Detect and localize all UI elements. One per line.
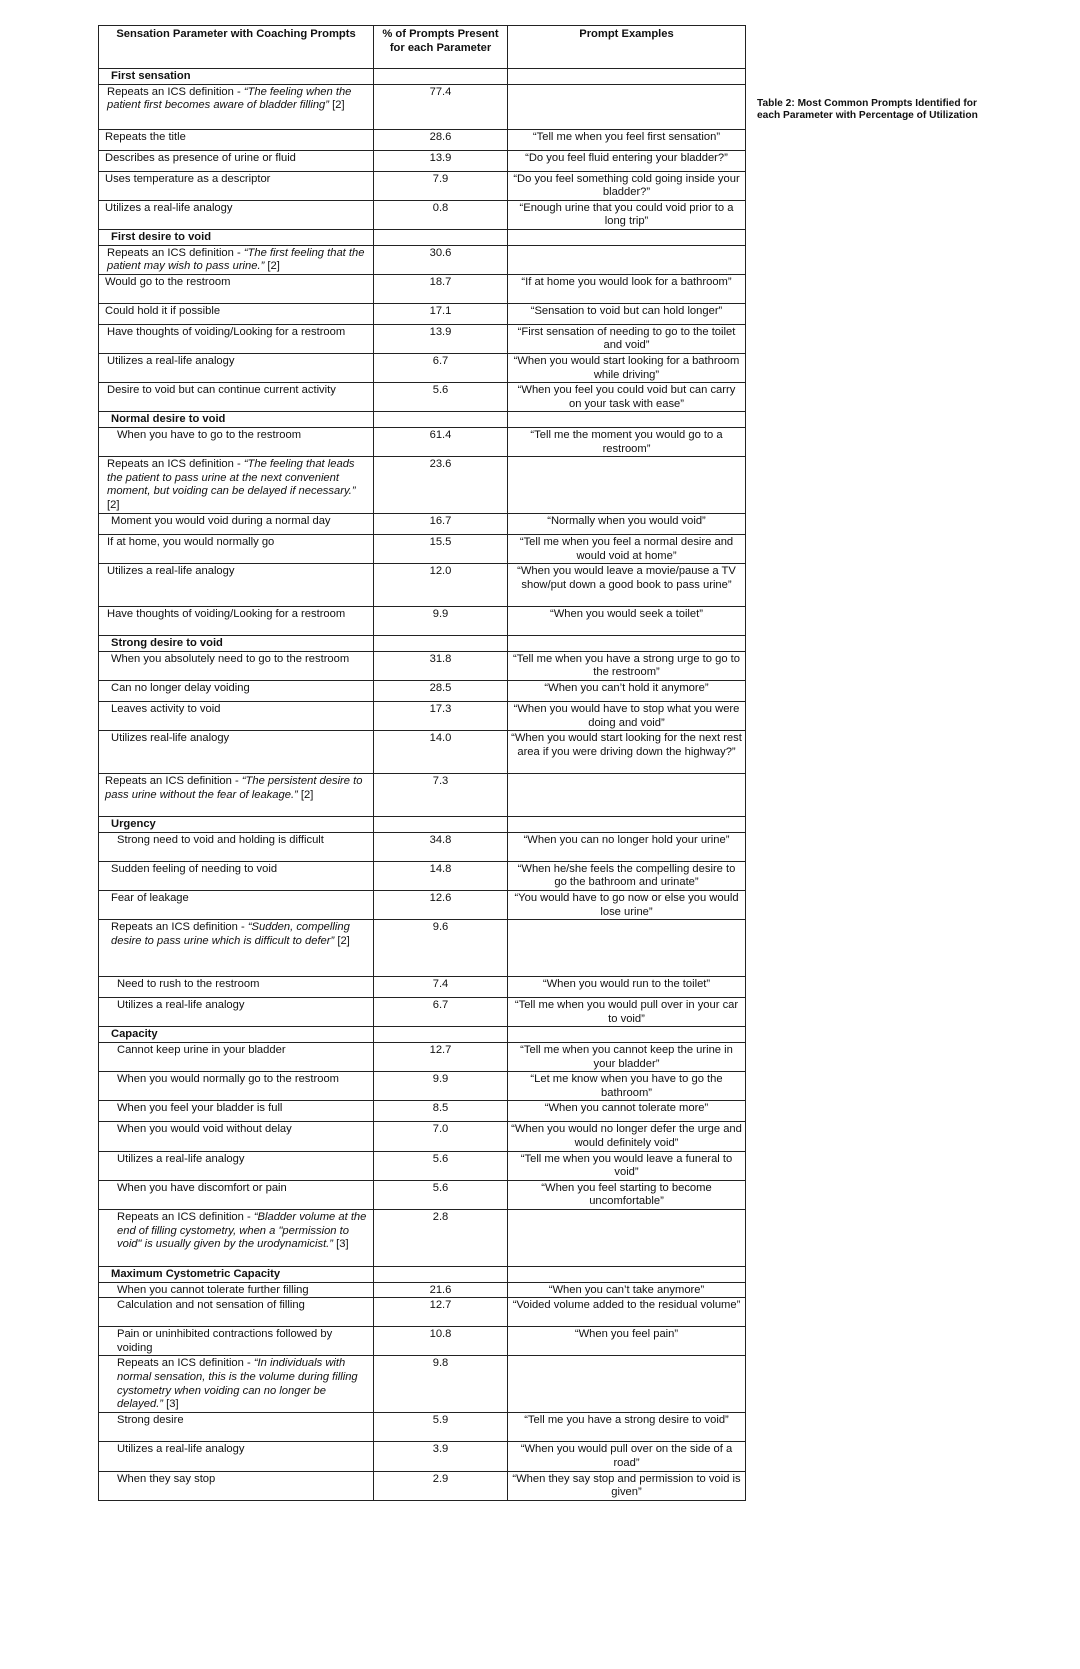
prompt-example-cell: “When you would have to stop what you were doing and void”: [508, 702, 746, 731]
table-row: [99, 1442, 746, 1471]
parameter-cell: [99, 607, 374, 636]
percent-cell: 12.6: [374, 891, 508, 920]
table-row: [99, 1298, 746, 1327]
table-row: [99, 1356, 746, 1413]
prompt-example-cell: “Enough urine that you could void prior to a long trip”: [508, 200, 746, 229]
parameter-cell: [99, 171, 374, 200]
section-row: [99, 817, 746, 833]
parameter-cell: [99, 651, 374, 680]
table-row: [99, 977, 746, 998]
parameter-cell: [99, 535, 374, 564]
table-row: [99, 1282, 746, 1298]
parameter-label: Calculation and not sensation of filling: [117, 1299, 305, 1312]
prompt-example-cell: “Let me know when you have to go the bathroom”: [508, 1072, 746, 1101]
prompt-example-cell: “Voided volume added to the residual volume”: [508, 1298, 746, 1327]
reference-marker: [2]: [329, 99, 345, 112]
percent-cell: 9.9: [374, 607, 508, 636]
percent-cell: 7.0: [374, 1122, 508, 1151]
parameter-cell: [99, 1327, 374, 1356]
parameter-label: Strong desire: [117, 1414, 184, 1427]
parameter-label: Describes as presence of urine or fluid: [105, 151, 296, 164]
parameter-cell: [99, 200, 374, 229]
percent-cell: 16.7: [374, 514, 508, 535]
parameter-label: Moment you would void during a normal day: [111, 515, 331, 528]
percent-cell: 77.4: [374, 84, 508, 129]
parameter-label: Have thoughts of voiding/Looking for a restroom: [107, 325, 346, 338]
parameter-label: Need to rush to the restroom: [117, 978, 260, 991]
prompt-example-cell: “You would have to go now or else you would lose urine”: [508, 891, 746, 920]
empty-cell: [374, 1266, 508, 1282]
table-row: [99, 324, 746, 353]
table-row: [99, 303, 746, 324]
prompt-example-cell: [508, 1209, 746, 1266]
table-row: [99, 1413, 746, 1442]
parameter-cell: [99, 1413, 374, 1442]
parameter-label: When you would normally go to the restroom: [117, 1073, 339, 1086]
section-label: Normal desire to void: [99, 412, 374, 428]
parameter-label: Would go to the restroom: [105, 275, 231, 288]
parameter-cell: [99, 427, 374, 456]
parameter-label: When you absolutely need to go to the restroom: [111, 652, 350, 665]
reference-marker: [2]: [264, 260, 280, 273]
percent-cell: 18.7: [374, 274, 508, 303]
table-row: [99, 731, 746, 774]
parameter-label: Could hold it if possible: [105, 304, 221, 317]
parameter-cell: [99, 1122, 374, 1151]
section-label: Maximum Cystometric Capacity: [99, 1266, 374, 1282]
prompt-example-cell: “When you cannot tolerate more”: [508, 1101, 746, 1122]
prompt-example-cell: “Tell me when you cannot keep the urine in your bladder”: [508, 1043, 746, 1072]
table-header-row: [99, 26, 746, 69]
empty-cell: [508, 69, 746, 85]
table-row: [99, 1043, 746, 1072]
parameter-cell: [99, 1180, 374, 1209]
table-row: [99, 245, 746, 274]
percent-cell: 28.5: [374, 681, 508, 702]
parameter-label: Repeats an ICS definition -: [107, 85, 244, 98]
prompt-example-cell: “When they say stop and permission to void is given”: [508, 1471, 746, 1500]
percent-cell: 0.8: [374, 200, 508, 229]
section-label: First sensation: [99, 69, 374, 85]
parameter-cell: [99, 353, 374, 382]
parameter-label: Utilizes a real-life analogy: [107, 354, 235, 367]
table-row: [99, 129, 746, 150]
percent-cell: 14.0: [374, 731, 508, 774]
prompt-example-cell: “When you would seek a toilet”: [508, 607, 746, 636]
ics-definition-quote: “In individuals with normal sensation, this is the volume during filling cystometry when voiding can no longer be delayed.”: [117, 1357, 358, 1411]
prompt-example-cell: “When you feel starting to become uncomfortable”: [508, 1180, 746, 1209]
percent-cell: 12.0: [374, 564, 508, 607]
empty-cell: [374, 1027, 508, 1043]
parameter-cell: [99, 1298, 374, 1327]
parameter-label: When you have to go to the restroom: [117, 428, 302, 441]
prompt-example-cell: “Sensation to void but can hold longer”: [508, 303, 746, 324]
percent-cell: 34.8: [374, 832, 508, 861]
table-row: [99, 1072, 746, 1101]
prompt-example-cell: “When you feel pain”: [508, 1327, 746, 1356]
parameter-cell: [99, 832, 374, 861]
empty-cell: [374, 412, 508, 428]
percent-cell: 31.8: [374, 651, 508, 680]
parameter-label: Fear of leakage: [111, 892, 189, 905]
parameter-label: Utilizes real-life analogy: [111, 732, 230, 745]
parameter-label: Utilizes a real-life analogy: [117, 1443, 245, 1456]
table-row: [99, 1471, 746, 1500]
empty-cell: [508, 1266, 746, 1282]
prompt-example-cell: “Tell me the moment you would go to a restroom”: [508, 427, 746, 456]
table-row: [99, 171, 746, 200]
section-row: [99, 412, 746, 428]
percent-cell: 13.9: [374, 324, 508, 353]
percent-cell: 17.3: [374, 702, 508, 731]
parameter-cell: [99, 324, 374, 353]
parameter-label: Desire to void but can continue current activity: [107, 384, 336, 397]
column-header-parameter: Sensation Parameter with Coaching Prompts: [99, 26, 374, 69]
table-row: [99, 1122, 746, 1151]
parameter-cell: [99, 731, 374, 774]
percent-cell: 6.7: [374, 998, 508, 1027]
prompt-example-cell: “Do you feel something cold going inside your bladder?”: [508, 171, 746, 200]
table-row: [99, 274, 746, 303]
parameter-label: Have thoughts of voiding/Looking for a restroom: [107, 608, 346, 621]
parameter-cell: [99, 457, 374, 514]
section-label: Urgency: [99, 817, 374, 833]
percent-cell: 30.6: [374, 245, 508, 274]
parameter-label: When you would void without delay: [117, 1123, 292, 1136]
percent-cell: 12.7: [374, 1043, 508, 1072]
table-row: [99, 1180, 746, 1209]
parameter-label: If at home, you would normally go: [107, 536, 275, 549]
table-row: [99, 651, 746, 680]
table-row: [99, 383, 746, 412]
parameter-label: Strong need to void and holding is difficult: [117, 833, 324, 846]
percent-cell: 13.9: [374, 150, 508, 171]
ics-definition-quote: “The feeling when the patient first becomes aware of bladder filling”: [107, 85, 352, 112]
reference-marker: [2]: [297, 788, 314, 801]
parameter-cell: [99, 564, 374, 607]
parameter-cell: [99, 1282, 374, 1298]
table-row: [99, 891, 746, 920]
prompt-example-cell: [508, 920, 746, 977]
prompt-example-cell: [508, 774, 746, 817]
percent-cell: 7.3: [374, 774, 508, 817]
prompt-example-cell: “Tell me when you feel first sensation”: [508, 129, 746, 150]
table-row: [99, 535, 746, 564]
prompt-example-cell: “First sensation of needing to go to the toilet and void”: [508, 324, 746, 353]
parameter-label: Repeats an ICS definition -: [117, 1357, 254, 1370]
table-row: [99, 1327, 746, 1356]
table-row: [99, 1151, 746, 1180]
ics-definition-quote: “Bladder volume at the end of filling cystometry, when a "permission to void" is usually given by the urodynamicist.”: [117, 1210, 367, 1251]
parameter-label: Repeats the title: [105, 130, 186, 143]
parameter-label: Repeats an ICS definition -: [107, 246, 244, 259]
parameter-label: Utilizes a real-life analogy: [117, 999, 245, 1012]
parameter-label: When they say stop: [117, 1472, 216, 1485]
prompt-example-cell: [508, 245, 746, 274]
percent-cell: 15.5: [374, 535, 508, 564]
prompt-example-cell: “Tell me you have a strong desire to void”: [508, 1413, 746, 1442]
section-row: [99, 69, 746, 85]
column-header-examples: Prompt Examples: [508, 26, 746, 69]
parameter-label: Utilizes a real-life analogy: [117, 1152, 245, 1165]
parameter-label: Utilizes a real-life analogy: [107, 565, 235, 578]
section-row: [99, 1266, 746, 1282]
percent-cell: 5.6: [374, 383, 508, 412]
table-row: [99, 998, 746, 1027]
empty-cell: [374, 817, 508, 833]
column-header-percent: % of Prompts Present for each Parameter: [374, 26, 508, 69]
parameter-cell: [99, 245, 374, 274]
section-label: Strong desire to void: [99, 636, 374, 652]
parameter-cell: [99, 1101, 374, 1122]
table-row: [99, 832, 746, 861]
percent-cell: 9.8: [374, 1356, 508, 1413]
prompt-example-cell: “Tell me when you would pull over in your car to void”: [508, 998, 746, 1027]
table-row: [99, 84, 746, 129]
parameter-cell: [99, 861, 374, 890]
parameter-label: Can no longer delay voiding: [111, 682, 250, 695]
prompt-example-cell: “When you can no longer hold your urine”: [508, 832, 746, 861]
table-row: [99, 920, 746, 977]
parameter-label: Pain or uninhibited contractions followed by voiding: [117, 1328, 333, 1354]
ics-definition-quote: “Sudden, compelling desire to pass urine which is difficult to defer”: [111, 921, 350, 947]
parameter-cell: [99, 1151, 374, 1180]
parameter-cell: [99, 150, 374, 171]
percent-cell: 6.7: [374, 353, 508, 382]
table-row: [99, 1101, 746, 1122]
table-row: [99, 564, 746, 607]
percent-cell: 28.6: [374, 129, 508, 150]
ics-definition-quote: “The persistent desire to pass urine without the fear of leakage.”: [105, 775, 363, 801]
parameter-label: Cannot keep urine in your bladder: [117, 1044, 286, 1056]
prompt-example-cell: “Normally when you would void”: [508, 514, 746, 535]
table-row: [99, 681, 746, 702]
empty-cell: [508, 229, 746, 245]
table-row: [99, 702, 746, 731]
percent-cell: 8.5: [374, 1101, 508, 1122]
empty-cell: [374, 636, 508, 652]
table-row: [99, 774, 746, 817]
empty-cell: [374, 229, 508, 245]
prompt-example-cell: “When you would run to the toilet”: [508, 977, 746, 998]
table-row: [99, 514, 746, 535]
percent-cell: 61.4: [374, 427, 508, 456]
parameter-label: When you have discomfort or pain: [117, 1181, 287, 1194]
percent-cell: 10.8: [374, 1327, 508, 1356]
prompt-example-cell: “When you would pull over on the side of a road”: [508, 1442, 746, 1471]
percent-cell: 21.6: [374, 1282, 508, 1298]
reference-marker: [2]: [107, 498, 120, 511]
parameter-label: Leaves activity to void: [111, 703, 221, 716]
percent-cell: 2.9: [374, 1471, 508, 1500]
table-row: [99, 607, 746, 636]
reference-marker: [2]: [334, 934, 350, 947]
parameter-label: Utilizes a real-life analogy: [105, 201, 233, 214]
parameter-cell: [99, 977, 374, 998]
table-row: [99, 427, 746, 456]
empty-cell: [508, 412, 746, 428]
section-row: [99, 1027, 746, 1043]
parameter-cell: [99, 702, 374, 731]
prompt-example-cell: [508, 84, 746, 129]
parameter-label: Uses temperature as a descriptor: [105, 172, 271, 185]
percent-cell: 9.9: [374, 1072, 508, 1101]
parameter-label: Repeats an ICS definition -: [117, 1210, 254, 1223]
prompt-example-cell: “Do you feel fluid entering your bladder?”: [508, 150, 746, 171]
parameter-cell: [99, 998, 374, 1027]
table-caption: Table 2: Most Common Prompts Identified for each Parameter with Percentage of Utilization: [757, 98, 978, 122]
parameter-label: When you feel your bladder is full: [117, 1102, 283, 1115]
percent-cell: 23.6: [374, 457, 508, 514]
prompt-example-cell: “Tell me when you would leave a funeral to void”: [508, 1151, 746, 1180]
parameter-label: When you cannot tolerate further filling: [117, 1283, 309, 1296]
table-row: [99, 200, 746, 229]
parameter-cell: [99, 1043, 374, 1072]
percent-cell: 3.9: [374, 1442, 508, 1471]
empty-cell: [374, 69, 508, 85]
table-row: [99, 353, 746, 382]
percent-cell: 5.6: [374, 1151, 508, 1180]
parameter-label: Repeats an ICS definition -: [105, 775, 242, 788]
parameter-cell: [99, 1072, 374, 1101]
table-row: [99, 457, 746, 514]
reference-marker: [3]: [333, 1238, 349, 1251]
prompt-example-cell: “Tell me when you feel a normal desire and would void at home”: [508, 535, 746, 564]
table-row: [99, 1209, 746, 1266]
parameter-label: Repeats an ICS definition -: [111, 921, 248, 934]
table-row: [99, 861, 746, 890]
parameter-cell: [99, 383, 374, 412]
prompt-example-cell: “When he/she feels the compelling desire to go the bathroom and urinate”: [508, 861, 746, 890]
section-row: [99, 636, 746, 652]
parameter-cell: [99, 1209, 374, 1266]
section-label: Capacity: [99, 1027, 374, 1043]
percent-cell: 9.6: [374, 920, 508, 977]
ics-definition-quote: “The feeling that leads the patient to pass urine at the next convenient moment, but voiding can be delayed if necessary.”: [107, 458, 356, 498]
parameter-cell: [99, 1356, 374, 1413]
table-row: [99, 150, 746, 171]
parameter-cell: [99, 681, 374, 702]
percent-cell: 2.8: [374, 1209, 508, 1266]
parameter-cell: [99, 84, 374, 129]
prompt-example-cell: “When you feel you could void but can carry on your task with ease”: [508, 383, 746, 412]
percent-cell: 14.8: [374, 861, 508, 890]
prompt-example-cell: “When you can’t hold it anymore”: [508, 681, 746, 702]
section-label: First desire to void: [99, 229, 374, 245]
percent-cell: 5.9: [374, 1413, 508, 1442]
prompt-example-cell: “When you would leave a movie/pause a TV show/put down a good book to pass urine”: [508, 564, 746, 607]
prompt-example-cell: “When you can’t take anymore”: [508, 1282, 746, 1298]
ics-definition-quote: “The first feeling that the patient may wish to pass urine.”: [107, 246, 365, 273]
prompt-example-cell: “When you would no longer defer the urge and would definitely void”: [508, 1122, 746, 1151]
prompt-example-cell: “When you would start looking for a bathroom while driving”: [508, 353, 746, 382]
parameter-cell: [99, 303, 374, 324]
percent-cell: 7.9: [374, 171, 508, 200]
parameter-cell: [99, 1471, 374, 1500]
prompt-example-cell: “If at home you would look for a bathroom”: [508, 274, 746, 303]
parameter-cell: [99, 514, 374, 535]
empty-cell: [508, 636, 746, 652]
prompt-example-cell: [508, 457, 746, 514]
percent-cell: 5.6: [374, 1180, 508, 1209]
parameter-cell: [99, 1442, 374, 1471]
prompt-example-cell: “When you would start looking for the next rest area if you were driving down the highway?”: [508, 731, 746, 774]
parameter-cell: [99, 129, 374, 150]
parameter-label: Repeats an ICS definition -: [107, 458, 244, 471]
parameter-label: Sudden feeling of needing to void: [111, 862, 278, 875]
empty-cell: [508, 1027, 746, 1043]
percent-cell: 12.7: [374, 1298, 508, 1327]
parameter-cell: [99, 891, 374, 920]
prompt-example-cell: “Tell me when you have a strong urge to go to the restroom”: [508, 651, 746, 680]
parameter-cell: [99, 774, 374, 817]
percent-cell: 17.1: [374, 303, 508, 324]
prompt-example-cell: [508, 1356, 746, 1413]
parameter-cell: [99, 920, 374, 977]
empty-cell: [508, 817, 746, 833]
prompts-table: [98, 25, 746, 1501]
percent-cell: 7.4: [374, 977, 508, 998]
reference-marker: [3]: [163, 1398, 179, 1411]
section-row: [99, 229, 746, 245]
parameter-cell: [99, 274, 374, 303]
